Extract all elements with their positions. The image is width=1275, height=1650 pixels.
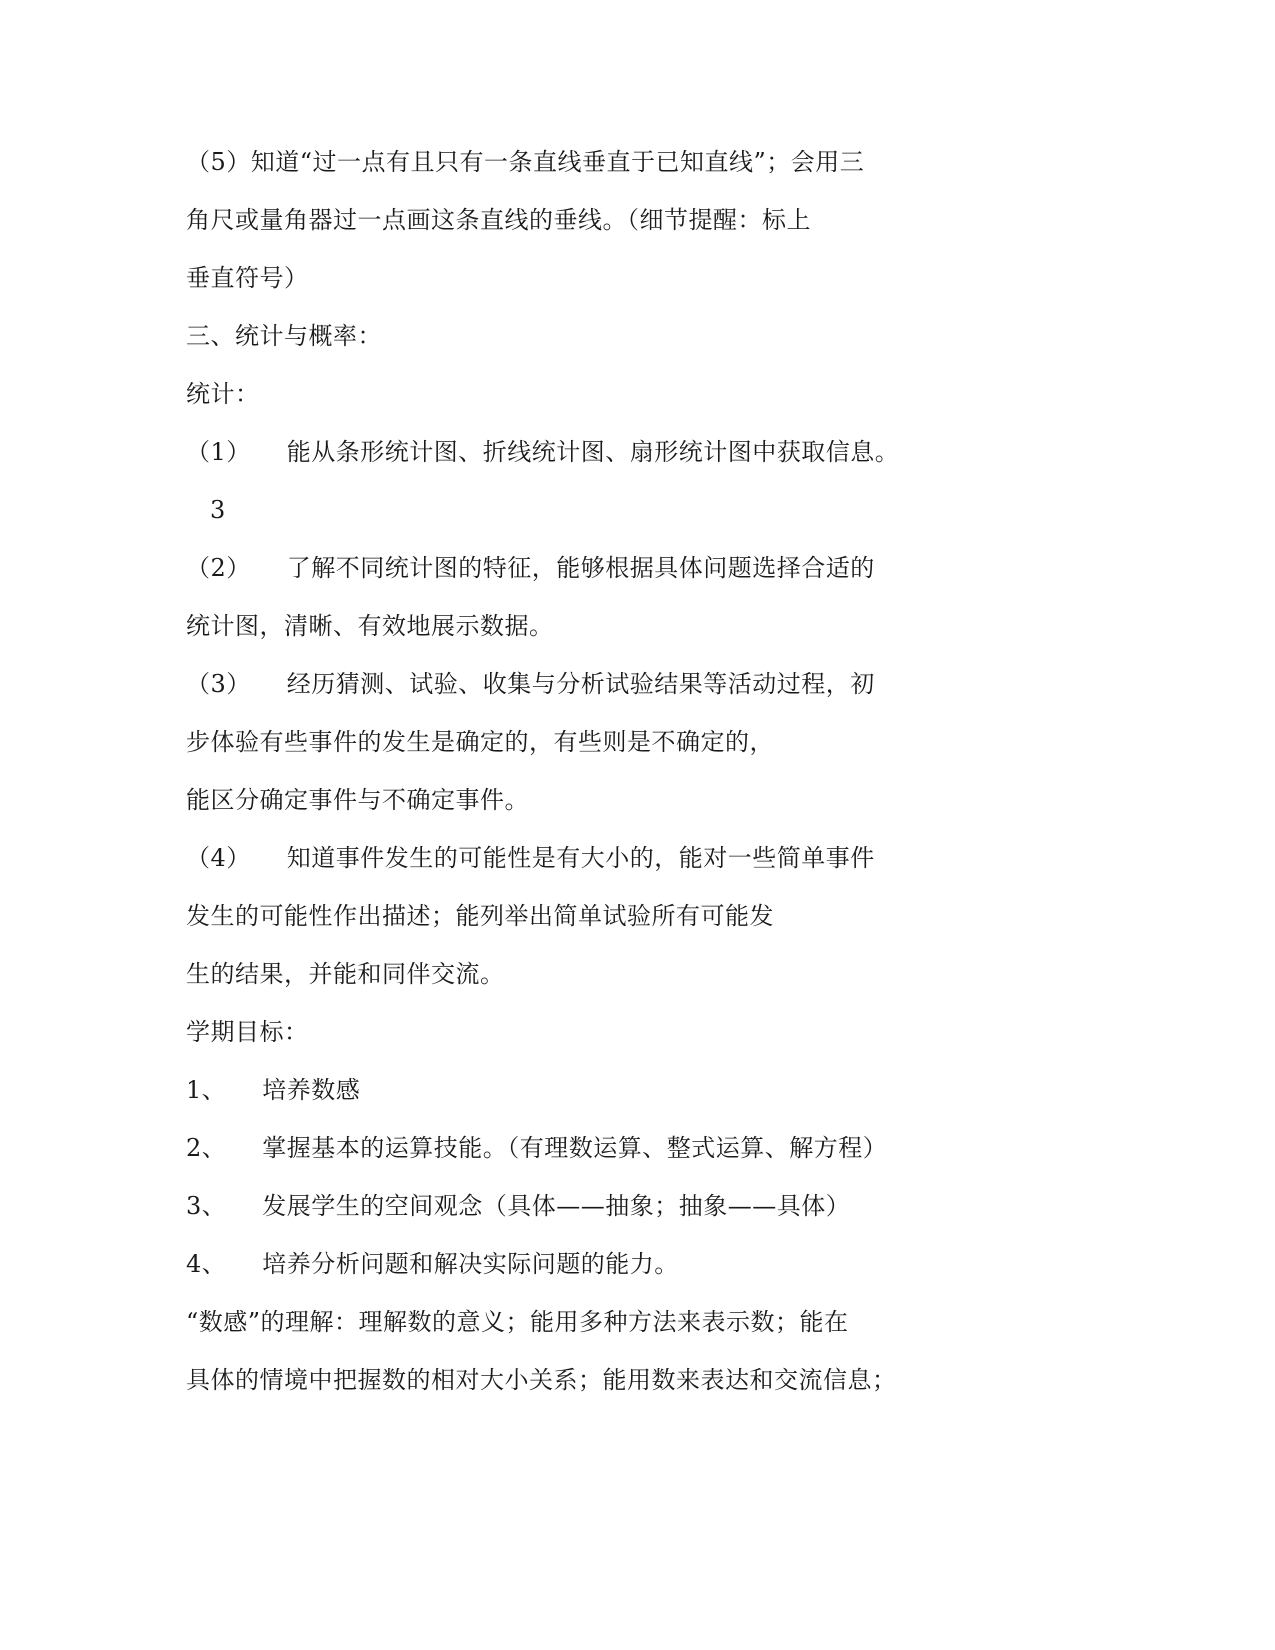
text-line: 发生的可能性作出描述；能列举出简单试验所有可能发 xyxy=(186,902,774,930)
page-number: 3 xyxy=(210,496,226,524)
list-item xyxy=(186,552,875,584)
list-item xyxy=(186,842,875,874)
text-line: 能区分确定事件与不确定事件。 xyxy=(186,786,529,814)
goal-number: 2、 xyxy=(186,1134,227,1162)
section-heading: 三、统计与概率： xyxy=(186,322,382,350)
list-item-number: （2） xyxy=(186,554,251,582)
goal-text: 发展学生的空间观念（具体——抽象；抽象——具体） xyxy=(262,1192,851,1220)
goal-item xyxy=(186,1190,850,1222)
goal-number: 3、 xyxy=(186,1192,227,1220)
goal-text: 培养数感 xyxy=(262,1076,361,1104)
text-line: 生的结果，并能和同伴交流。 xyxy=(186,960,505,988)
list-item-text: 经历猜测、试验、收集与分析试验结果等活动过程，初 xyxy=(286,670,875,698)
list-item-text: 知道事件发生的可能性是有大小的，能对一些简单事件 xyxy=(286,844,875,872)
text-line: “数感”的理解：理解数的意义；能用多种方法来表示数；能在 xyxy=(186,1308,849,1336)
text-line: 垂直符号） xyxy=(186,264,309,292)
goal-text: 培养分析问题和解决实际问题的能力。 xyxy=(262,1250,679,1278)
goal-item xyxy=(186,1132,887,1164)
list-item-number: （1） xyxy=(186,438,251,466)
goal-item xyxy=(186,1074,360,1106)
list-item-text: 能从条形统计图、折线统计图、扇形统计图中获取信息。 xyxy=(286,438,900,466)
subsection-heading: 统计： xyxy=(186,380,260,408)
text-line: （5）知道“过一点有且只有一条直线垂直于已知直线”；会用三 xyxy=(186,148,865,176)
goals-heading: 学期目标： xyxy=(186,1018,309,1046)
list-item-number: （3） xyxy=(186,670,251,698)
goal-item xyxy=(186,1248,679,1280)
text-line: 角尺或量角器过一点画这条直线的垂线。（细节提醒：标上 xyxy=(186,206,811,234)
goal-number: 4、 xyxy=(186,1250,227,1278)
goal-number: 1、 xyxy=(186,1076,227,1104)
text-line: 统计图，清晰、有效地展示数据。 xyxy=(186,612,554,640)
list-item xyxy=(186,668,875,700)
text-line: 具体的情境中把握数的相对大小关系；能用数来表达和交流信息； xyxy=(186,1366,897,1394)
text-line: 步体验有些事件的发生是确定的，有些则是不确定的， xyxy=(186,728,774,756)
list-item-number: （4） xyxy=(186,844,251,872)
goal-text: 掌握基本的运算技能。（有理数运算、整式运算、解方程） xyxy=(262,1134,888,1162)
list-item-text: 了解不同统计图的特征，能够根据具体问题选择合适的 xyxy=(286,554,875,582)
list-item xyxy=(186,436,899,468)
